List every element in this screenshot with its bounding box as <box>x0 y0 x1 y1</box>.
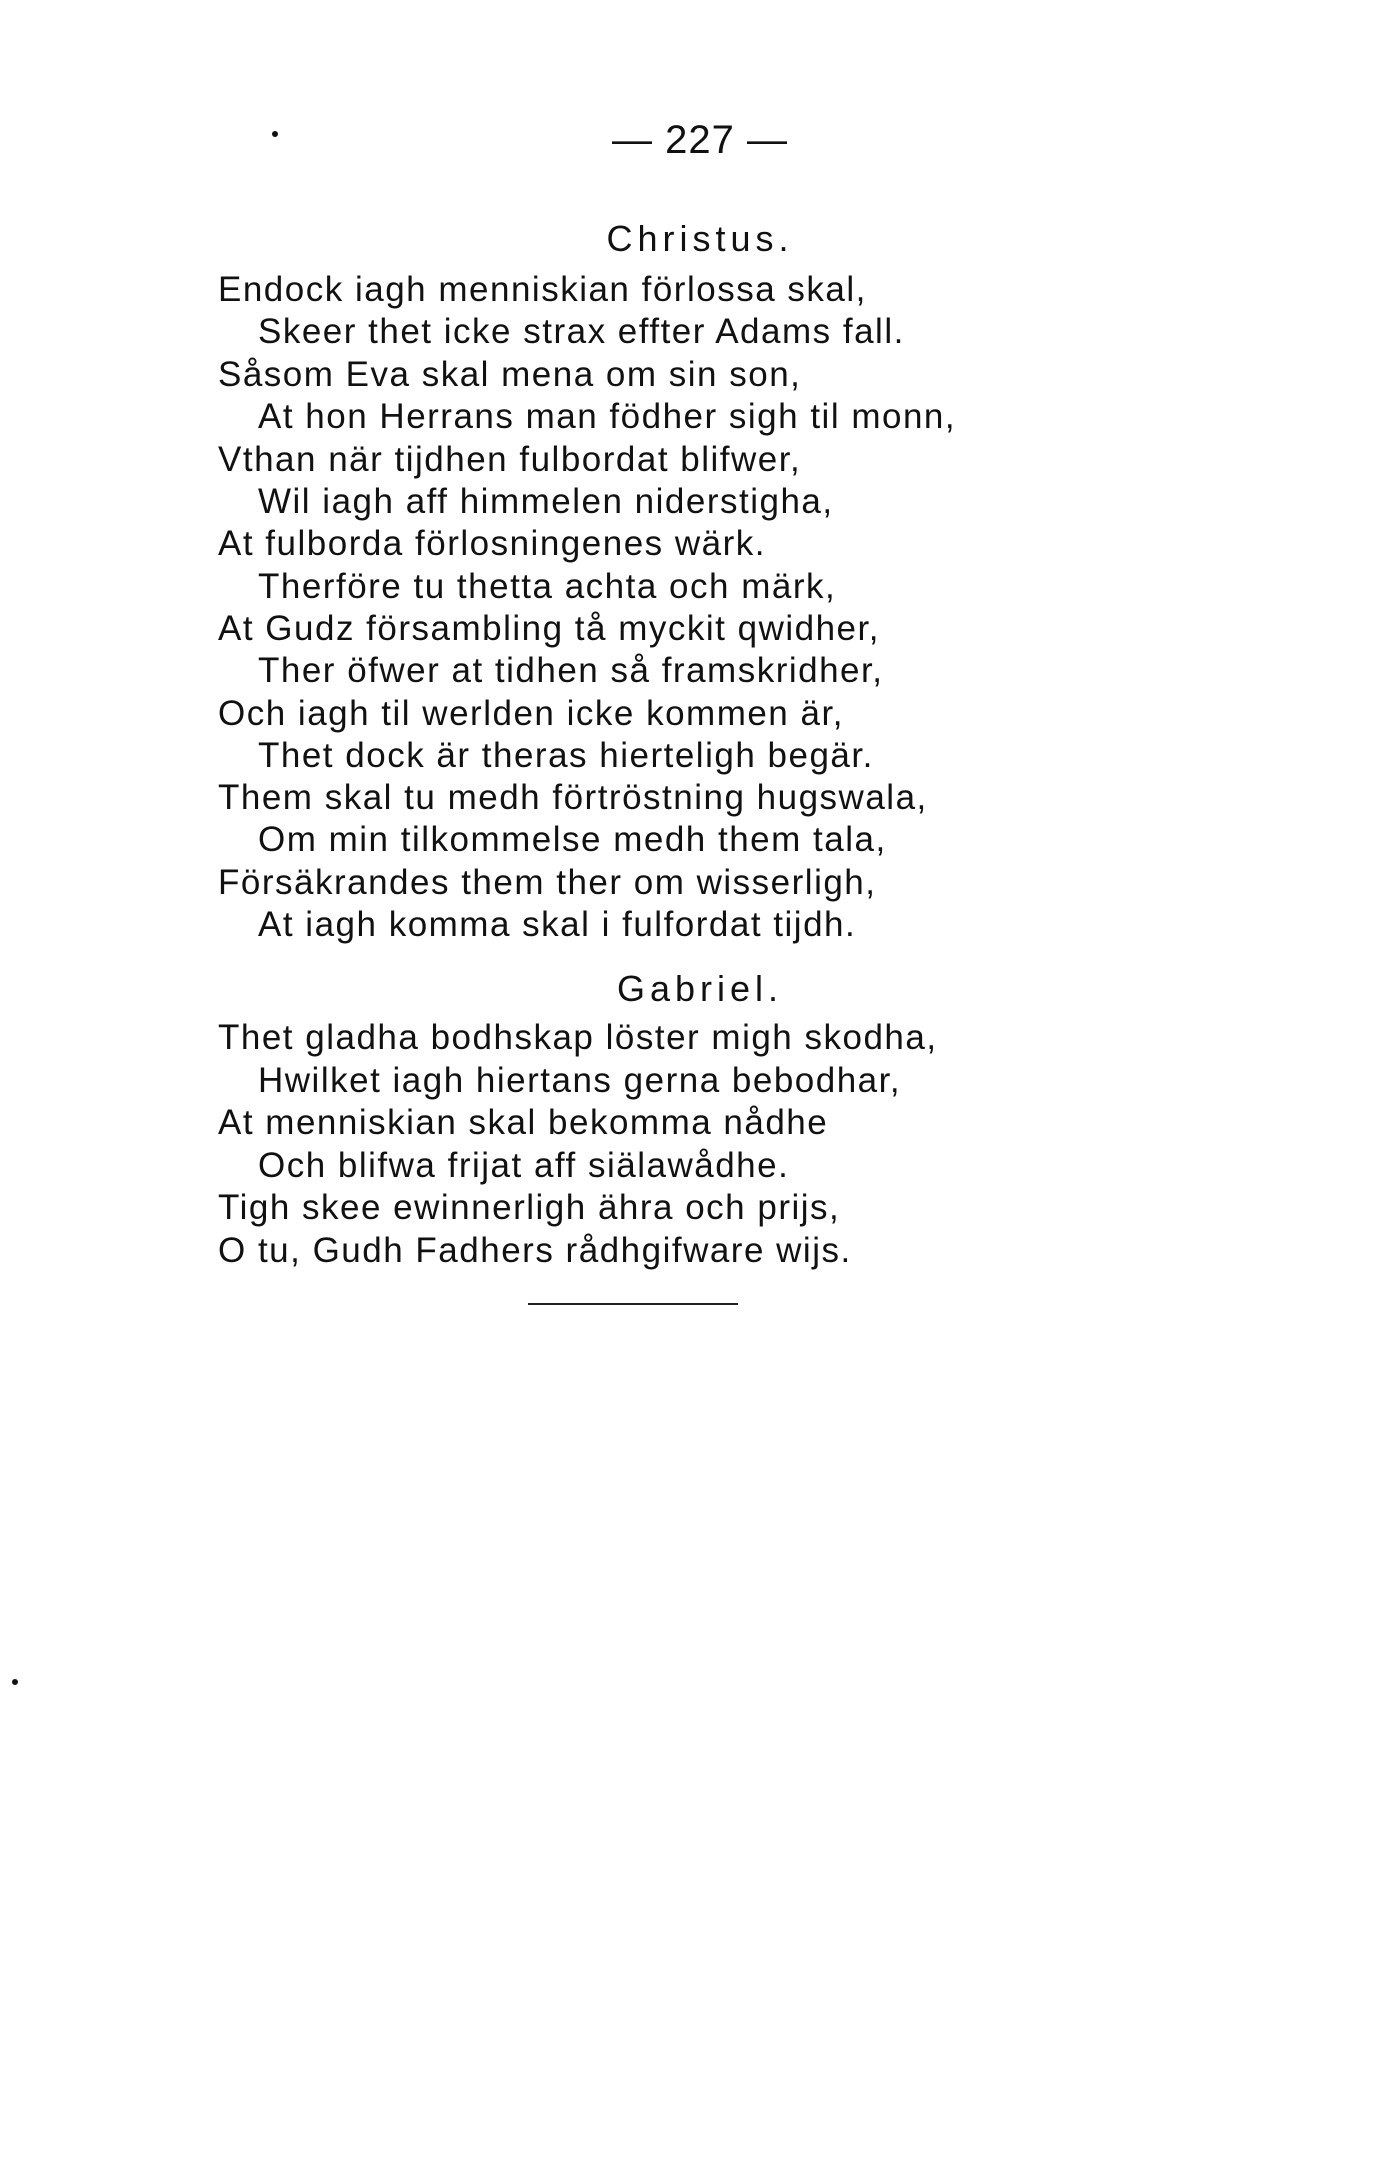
verse-line: Therföre tu thetta achta och märk, <box>258 567 837 606</box>
verse-line: Och iagh til werlden icke kommen är, <box>218 694 844 733</box>
verse-line: Om min tilkommelse medh them tala, <box>258 820 887 859</box>
verse-line: Skeer thet icke strax effter Adams fall. <box>258 312 905 351</box>
verse-line: Tigh skee ewinnerligh ähra och prijs, <box>218 1188 841 1227</box>
verse-line: Thet gladha bodhskap löster migh skodha, <box>218 1018 938 1057</box>
verse-line: Och blifwa frijat aff siälawådhe. <box>258 1146 790 1185</box>
verse-line: Endock iagh menniskian förlossa skal, <box>218 270 867 309</box>
speaker-heading-gabriel: Gabriel. <box>616 968 784 1009</box>
verse-line: At Gudz försambling tå myckit qwidher, <box>218 609 880 648</box>
verse-line: At menniskian skal bekomma nådhe <box>218 1103 829 1142</box>
verse-line: Hwilket iagh hiertans gerna bebodhar, <box>258 1061 902 1100</box>
stray-mark <box>12 1679 18 1685</box>
speaker-heading-christus: Christus. <box>606 218 794 259</box>
verse-line: Försäkrandes them ther om wisserligh, <box>218 863 877 902</box>
verse-line: At iagh komma skal i fulfordat tijdh. <box>258 905 857 944</box>
verse-line: Såsom Eva skal mena om sin son, <box>218 355 802 394</box>
end-rule <box>528 1303 738 1305</box>
page-number: — 227 — <box>612 118 788 162</box>
verse-line: Vthan när tijdhen fulbordat blifwer, <box>218 440 802 479</box>
verse-line: Ther öfwer at tidhen så framskridher, <box>258 651 884 690</box>
verse-line: O tu, Gudh Fadhers rådhgifware wijs. <box>218 1231 852 1270</box>
verse-line: At hon Herrans man födher sigh til monn, <box>258 397 957 436</box>
verse-line: Them skal tu medh förtröstning hugswala, <box>218 778 928 817</box>
verse-line: Wil iagh aff himmelen niderstigha, <box>258 482 834 521</box>
verse-line: At fulborda förlosningenes wärk. <box>218 524 766 563</box>
verse-line: Thet dock är theras hierteligh begär. <box>258 736 874 775</box>
